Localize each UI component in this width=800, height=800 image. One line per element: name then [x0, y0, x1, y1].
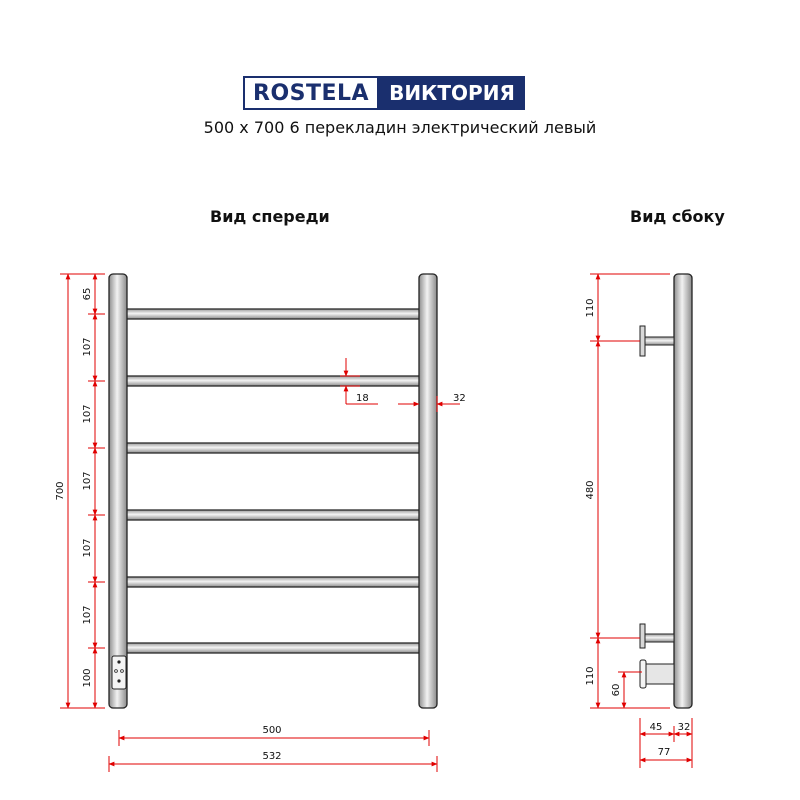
- dim-side-mount-span: 480: [585, 480, 596, 500]
- front-view: [55, 274, 466, 772]
- dim-outer-width: 532: [262, 751, 282, 762]
- dim-side-top-offset: 110: [585, 298, 596, 318]
- dim-gap-2: 107: [82, 404, 93, 424]
- dim-total-height: 700: [55, 481, 66, 501]
- crossbar-5: [120, 577, 432, 587]
- dim-inner-width: 500: [262, 725, 282, 736]
- dim-top-gap: 65: [82, 287, 93, 301]
- left-rail: [109, 274, 127, 708]
- crossbar-2: [120, 376, 432, 386]
- right-rail: [419, 274, 437, 708]
- front-view-title: Вид спереди: [210, 207, 330, 226]
- dim-side-depth-total: 77: [657, 747, 671, 758]
- crossbar-3: [120, 443, 432, 453]
- top-wall-mount: [640, 326, 674, 356]
- side-rail: [674, 274, 692, 708]
- dim-side-depth-rail: 32: [677, 722, 691, 733]
- crossbar-1: [120, 309, 432, 319]
- side-view-title: Вид сбоку: [630, 207, 725, 226]
- crossbar-4: [120, 510, 432, 520]
- dim-bottom-gap: 100: [82, 668, 93, 688]
- brand-name: ROSTELA: [243, 76, 379, 110]
- dim-bar-diameter: 18: [356, 393, 369, 404]
- dim-side-depth-mount: 45: [649, 722, 663, 733]
- dim-rail-diameter: 32: [453, 393, 466, 404]
- dim-gap-1: 107: [82, 337, 93, 357]
- dim-gap-4: 107: [82, 538, 93, 558]
- heater-switch-icon: [112, 656, 126, 689]
- dim-side-bottom-offset: 110: [585, 666, 596, 686]
- dim-gap-5: 107: [82, 605, 93, 625]
- dim-gap-3: 107: [82, 471, 93, 491]
- product-subtitle: 500 x 700 6 перекладин электрический левый: [203, 118, 597, 137]
- bottom-wall-mount: [640, 624, 674, 648]
- crossbars: [120, 309, 432, 653]
- side-view: [585, 274, 692, 768]
- heater-element: [640, 660, 674, 688]
- model-name: ВИКТОРИЯ: [379, 76, 525, 110]
- crossbar-6: [120, 643, 432, 653]
- dim-side-heater-height: 60: [611, 683, 622, 697]
